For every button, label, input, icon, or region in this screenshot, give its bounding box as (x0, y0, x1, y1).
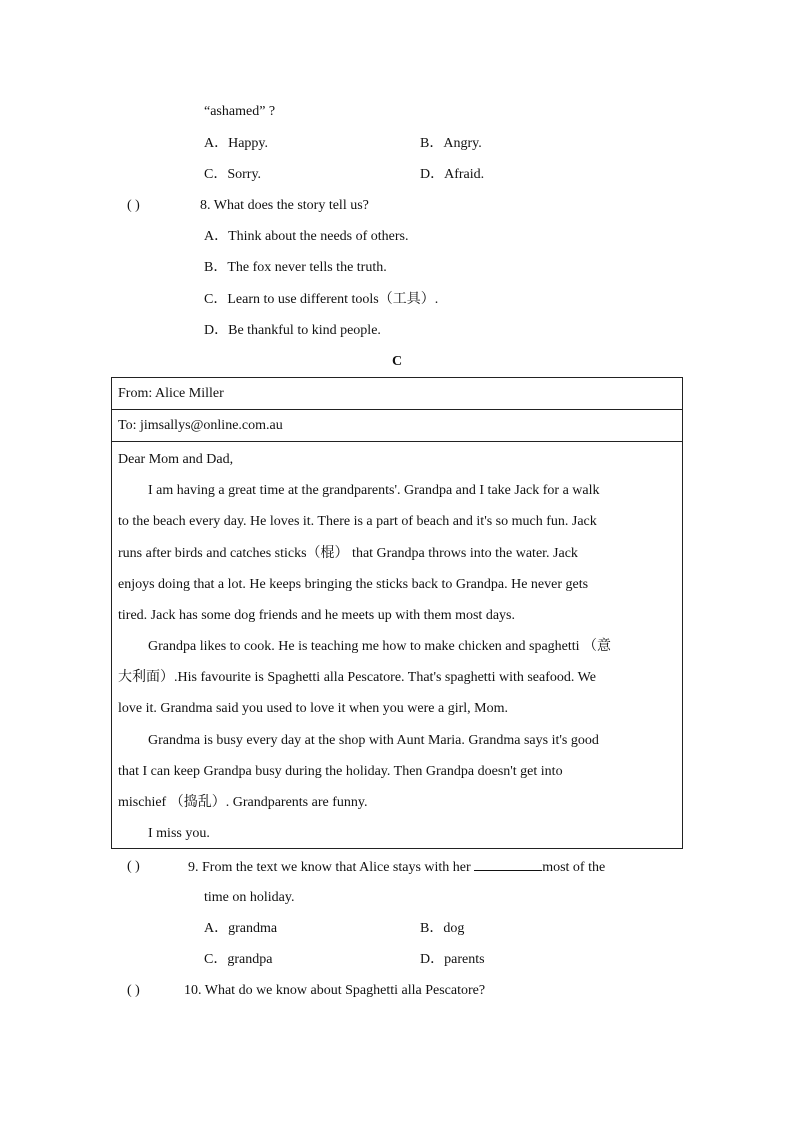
email-line: love it. Grandma said you used to love it when you were a girl, Mom. (118, 701, 508, 716)
q8-option-a[interactable]: A．Think about the needs of others. (204, 229, 409, 244)
email-line: mischief （捣乱）. Grandparents are funny. (118, 795, 368, 810)
q10-question: 10. What do we know about Spaghetti alla Pescatore? (184, 983, 486, 998)
q9-question (188, 858, 605, 877)
email-greeting: Dear Mom and Dad, (118, 452, 234, 467)
email-to: To: jimsallys@online.com.au (118, 418, 283, 433)
q8-option-c[interactable]: C．Learn to use different tools（工具）. (204, 292, 439, 307)
email-from-row (112, 378, 682, 410)
q7-option-a[interactable]: A．Happy. (204, 136, 269, 151)
email-line: to the beach every day. He loves it. There is a part of beach and it's so much fun. Jack (118, 514, 597, 529)
q9-option-b[interactable]: B．dog (420, 921, 465, 936)
q9-option-c[interactable]: C．grandpa (204, 952, 273, 967)
q9-question-end: most of the (542, 860, 606, 875)
q9-option-a[interactable]: A．grandma (204, 921, 278, 936)
email-line: I am having a great time at the grandparents'. Grandpa and I take Jack for a walk (148, 483, 600, 498)
email-from: From: Alice Miller (118, 386, 224, 401)
section-heading: C (391, 354, 403, 369)
q8-question: 8. What does the story tell us? (200, 198, 369, 213)
email-line: that I can keep Grandpa busy during the holiday. Then Grandpa doesn't get into (118, 764, 563, 779)
q7-stem-end: “ashamed” ? (204, 104, 276, 119)
q7-option-d[interactable]: D．Afraid. (420, 167, 485, 182)
q9-option-d[interactable]: D．parents (420, 952, 485, 967)
q7-option-b[interactable]: B．Angry. (420, 136, 482, 151)
email-line: enjoys doing that a lot. He keeps bringing the sticks back to Grandpa. He never gets (118, 577, 589, 592)
q8-answer-paren[interactable]: ( ) (127, 198, 140, 213)
email-line: I miss you. (148, 826, 210, 841)
email-line: tired. Jack has some dog friends and he meets up with them most days. (118, 608, 515, 623)
q9-answer-paren[interactable]: ( ) (127, 859, 140, 874)
q9-answer-blank[interactable] (474, 858, 542, 871)
q8-option-d[interactable]: D．Be thankful to kind people. (204, 323, 381, 338)
q8-option-b[interactable]: B．The fox never tells the truth. (204, 260, 387, 275)
q9-question-start: 9. From the text we know that Alice stays with her (188, 860, 471, 875)
email-line: runs after birds and catches sticks（棍） that Grandpa throws into the water. Jack (118, 546, 578, 561)
email-line: Grandma is busy every day at the shop with Aunt Maria. Grandma says it's good (148, 733, 599, 748)
q7-option-c[interactable]: C．Sorry. (204, 167, 262, 182)
email-box (111, 377, 683, 849)
email-line: Grandpa likes to cook. He is teaching me how to make chicken and spaghetti （意 (148, 639, 612, 654)
email-to-row (112, 410, 682, 442)
email-line: 大利面）.His favourite is Spaghetti alla Pescatore. That's spaghetti with seafood. We (118, 670, 596, 685)
q10-answer-paren[interactable]: ( ) (127, 983, 140, 998)
q9-question-line2: time on holiday. (204, 890, 295, 905)
